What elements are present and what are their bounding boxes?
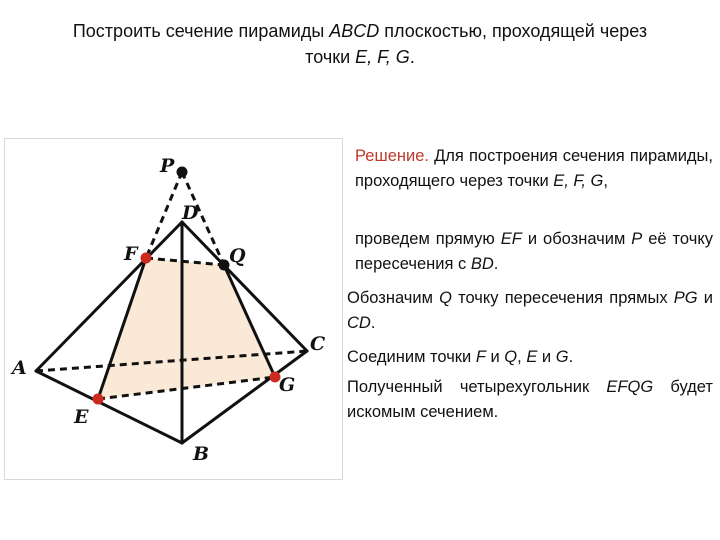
label-g: G <box>279 374 296 396</box>
solution-paragraph-1: Решение. Для построения сечения пирамиды, проходящего через точки E, F, G, <box>355 147 713 190</box>
points-list: E, F, G <box>355 47 410 67</box>
solution-paragraph-2: проведем прямую EF и обозначим P её точку пересечения с BD. <box>355 230 713 273</box>
pyramid-name: ABCD <box>329 21 380 41</box>
solution-paragraph-4: Соединим точки F и Q, E и G. <box>347 348 574 366</box>
label-d: D <box>182 202 199 224</box>
line-pf <box>146 172 182 258</box>
point-p <box>177 167 188 178</box>
label-a: A <box>12 357 27 379</box>
solution-paragraph-5: Полученный четырехугольник EFQG будет искомым сечением. <box>347 378 713 421</box>
problem-line-1: Построить сечение пирамиды ABCD плоскостью, проходящей через <box>72 21 648 41</box>
label-q: Q <box>229 245 246 267</box>
label-e: E <box>74 406 89 428</box>
solution-heading: Решение. <box>355 147 429 165</box>
problem-line-2: точки E, F, G. <box>305 47 415 67</box>
label-f: F <box>124 243 138 265</box>
point-e <box>93 394 104 405</box>
label-b: B <box>193 443 210 465</box>
pyramid-figure <box>0 0 345 540</box>
point-q <box>219 260 230 271</box>
label-p: P <box>160 155 175 177</box>
point-f <box>141 253 152 264</box>
label-c: C <box>310 333 326 355</box>
solution-paragraph-3: Обозначим Q точку пересечения прямых PG и CD. <box>347 289 713 332</box>
